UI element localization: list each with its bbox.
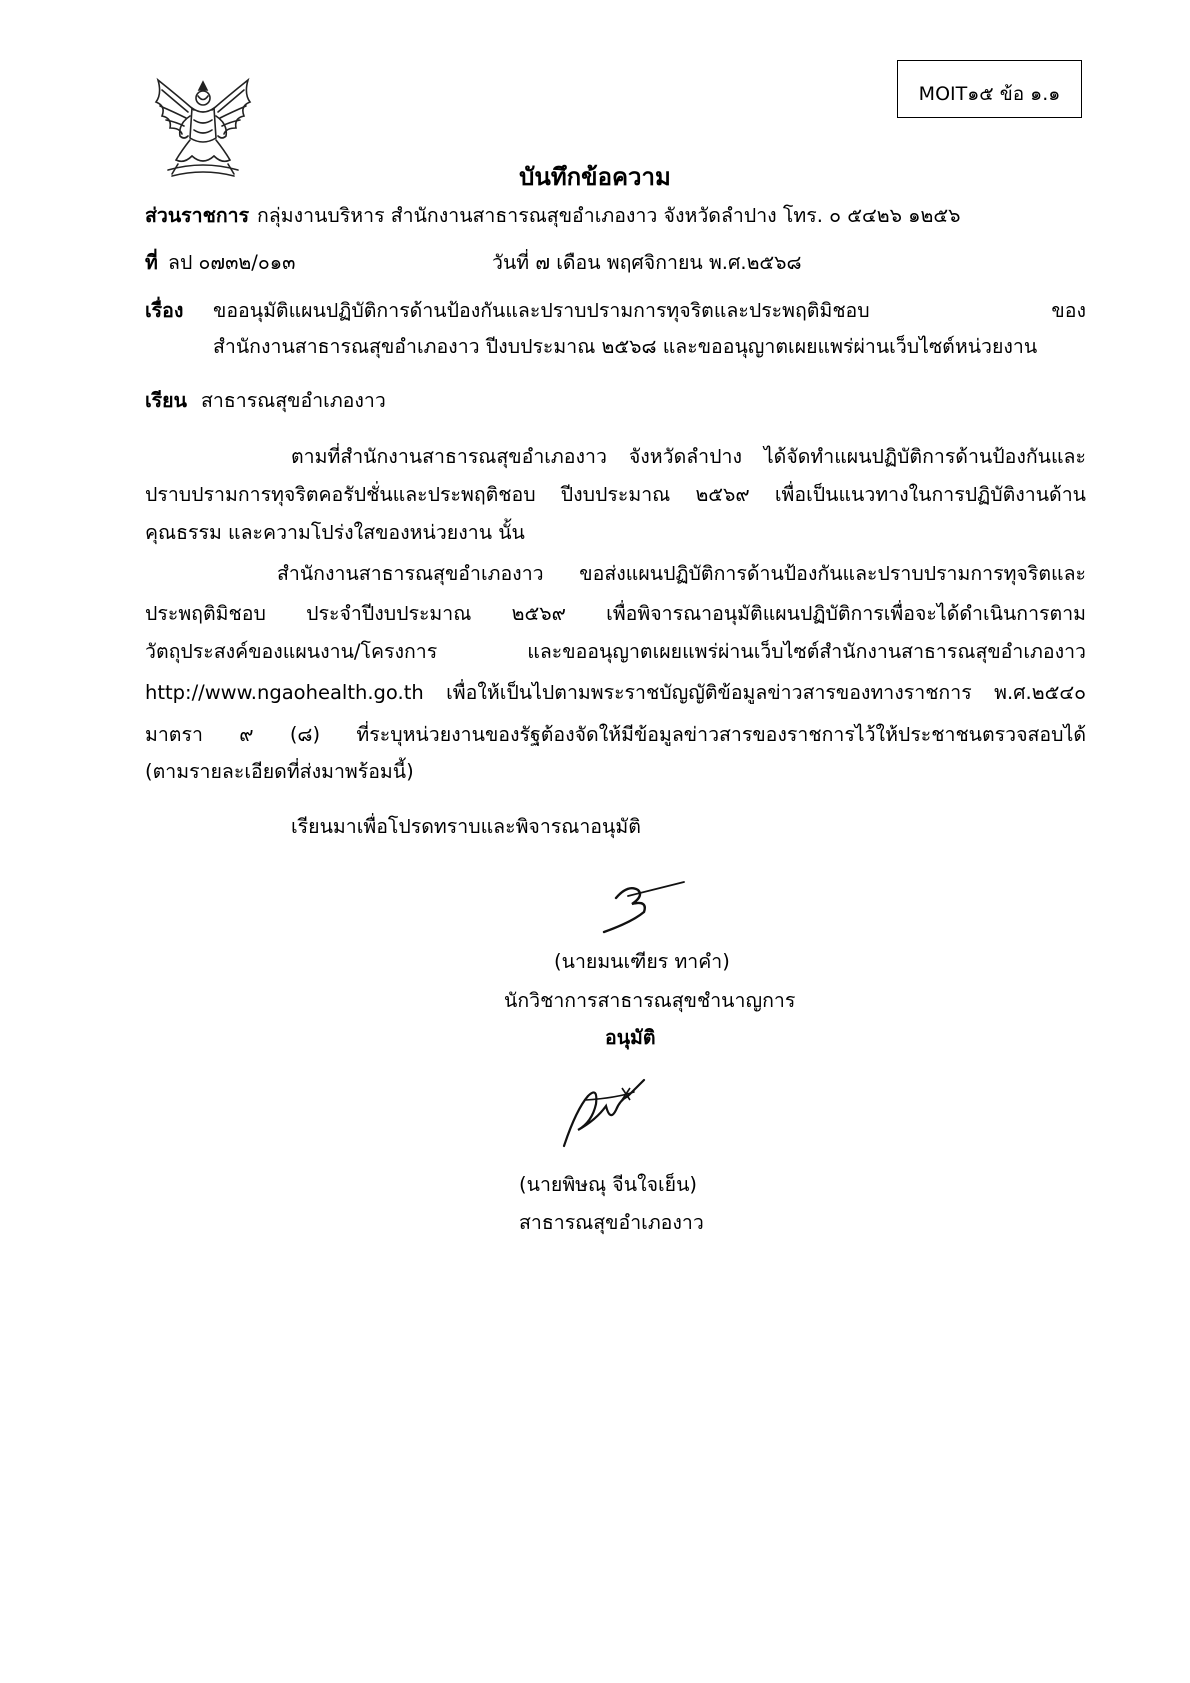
para2-line-6: (ตามรายละเอียดที่ส่งมาพร้อมนี้) <box>145 760 414 783</box>
ref-number: ลป ๐๗๓๒/๐๑๓ <box>168 251 296 274</box>
approval-text: อนุมัติ <box>605 1026 656 1049</box>
para2-line-5: มาตรา ๙ (๘) ที่ระบุหน่วยงานของรัฐต้องจัดให้มีข้อมูลข่าวสารของราชการไว้ให้ประชาชนตรวจสอบได้ <box>145 723 1086 746</box>
subject-label: เรื่อง <box>145 299 184 322</box>
form-code-badge <box>897 60 1082 118</box>
signature-icon <box>598 876 688 936</box>
para2-line-4: http://www.ngaohealth.go.th เพื่อให้เป็นไปตามพระราชบัญญัติข้อมูลข่าวสารของทางราชการ พ.ศ.๒๕๔๐ <box>145 681 1086 704</box>
signer1-name: (นายมนเฑียร ทาคำ) <box>554 950 730 973</box>
closing-text: เรียนมาเพื่อโปรดทราบและพิจารณาอนุมัติ <box>291 815 641 838</box>
page-title: บันทึกข้อความ <box>519 163 671 191</box>
para2-line-2: ประพฤติมิชอบ ประจำปีงบประมาณ ๒๕๖๙ เพื่อพิจารณาอนุมัติแผนปฏิบัติการเพื่อจะได้ดำเนินการตาม <box>145 602 1086 625</box>
form-code-text: MOIT๑๕ ข้อ ๑.๑ <box>918 83 1061 105</box>
signer2-name: (นายพิษณุ จีนใจเย็น) <box>519 1173 698 1196</box>
para2-line-1: สำนักงานสาธารณสุขอำเภองาว ขอส่งแผนปฏิบัติการด้านป้องกันและปราบปรามการทุจริตและ <box>277 562 1086 585</box>
to-value: สาธารณสุขอำเภองาว <box>201 389 386 412</box>
para1-line-2: ปราบปรามการทุจริตคอรัปชั่นและประพฤติชอบ ปีงบประมาณ ๒๕๖๙ เพื่อเป็นแนวทางในการปฏิบัติงานด้าน <box>145 483 1086 506</box>
para1-line-3: คุณธรรม และความโปร่งใสของหน่วยงาน นั้น <box>145 521 525 544</box>
agency-label: ส่วนราชการ <box>145 204 250 227</box>
signature-icon <box>556 1070 656 1150</box>
memo-date: วันที่ ๗ เดือน พฤศจิกายน พ.ศ.๒๕๖๘ <box>492 251 802 274</box>
subject-line-2: สำนักงานสาธารณสุขอำเภองาว ปีงบประมาณ ๒๕๖๘ และขออนุญาตเผยแพร่ผ่านเว็บไซต์หน่วยงาน <box>213 335 1038 358</box>
agency-value: กลุ่มงานบริหาร สำนักงานสาธารณสุขอำเภองาว จังหวัดลำปาง โทร. ๐ ๕๔๒๖ ๑๒๕๖ <box>257 204 961 227</box>
ref-label: ที่ <box>145 251 158 274</box>
signer1-position: นักวิชาการสาธารณสุขชำนาญการ <box>504 989 796 1012</box>
para1-line-1: ตามที่สำนักงานสาธารณสุขอำเภองาว จังหวัดลำปาง ได้จัดทำแผนปฏิบัติการด้านป้องกันและ <box>291 445 1086 468</box>
to-label: เรียน <box>145 389 187 412</box>
signer2-position: สาธารณสุขอำเภองาว <box>519 1211 704 1234</box>
para2-line-3: วัตถุประสงค์ของแผนงาน/โครงการ และขออนุญาตเผยแพร่ผ่านเว็บไซต์สำนักงานสาธารณสุขอำเภองาว <box>145 640 1086 663</box>
subject-line-1: ขออนุมัติแผนปฏิบัติการด้านป้องกันและปราบปรามการทุจริตและประพฤติมิชอบ ของ <box>213 299 1086 322</box>
